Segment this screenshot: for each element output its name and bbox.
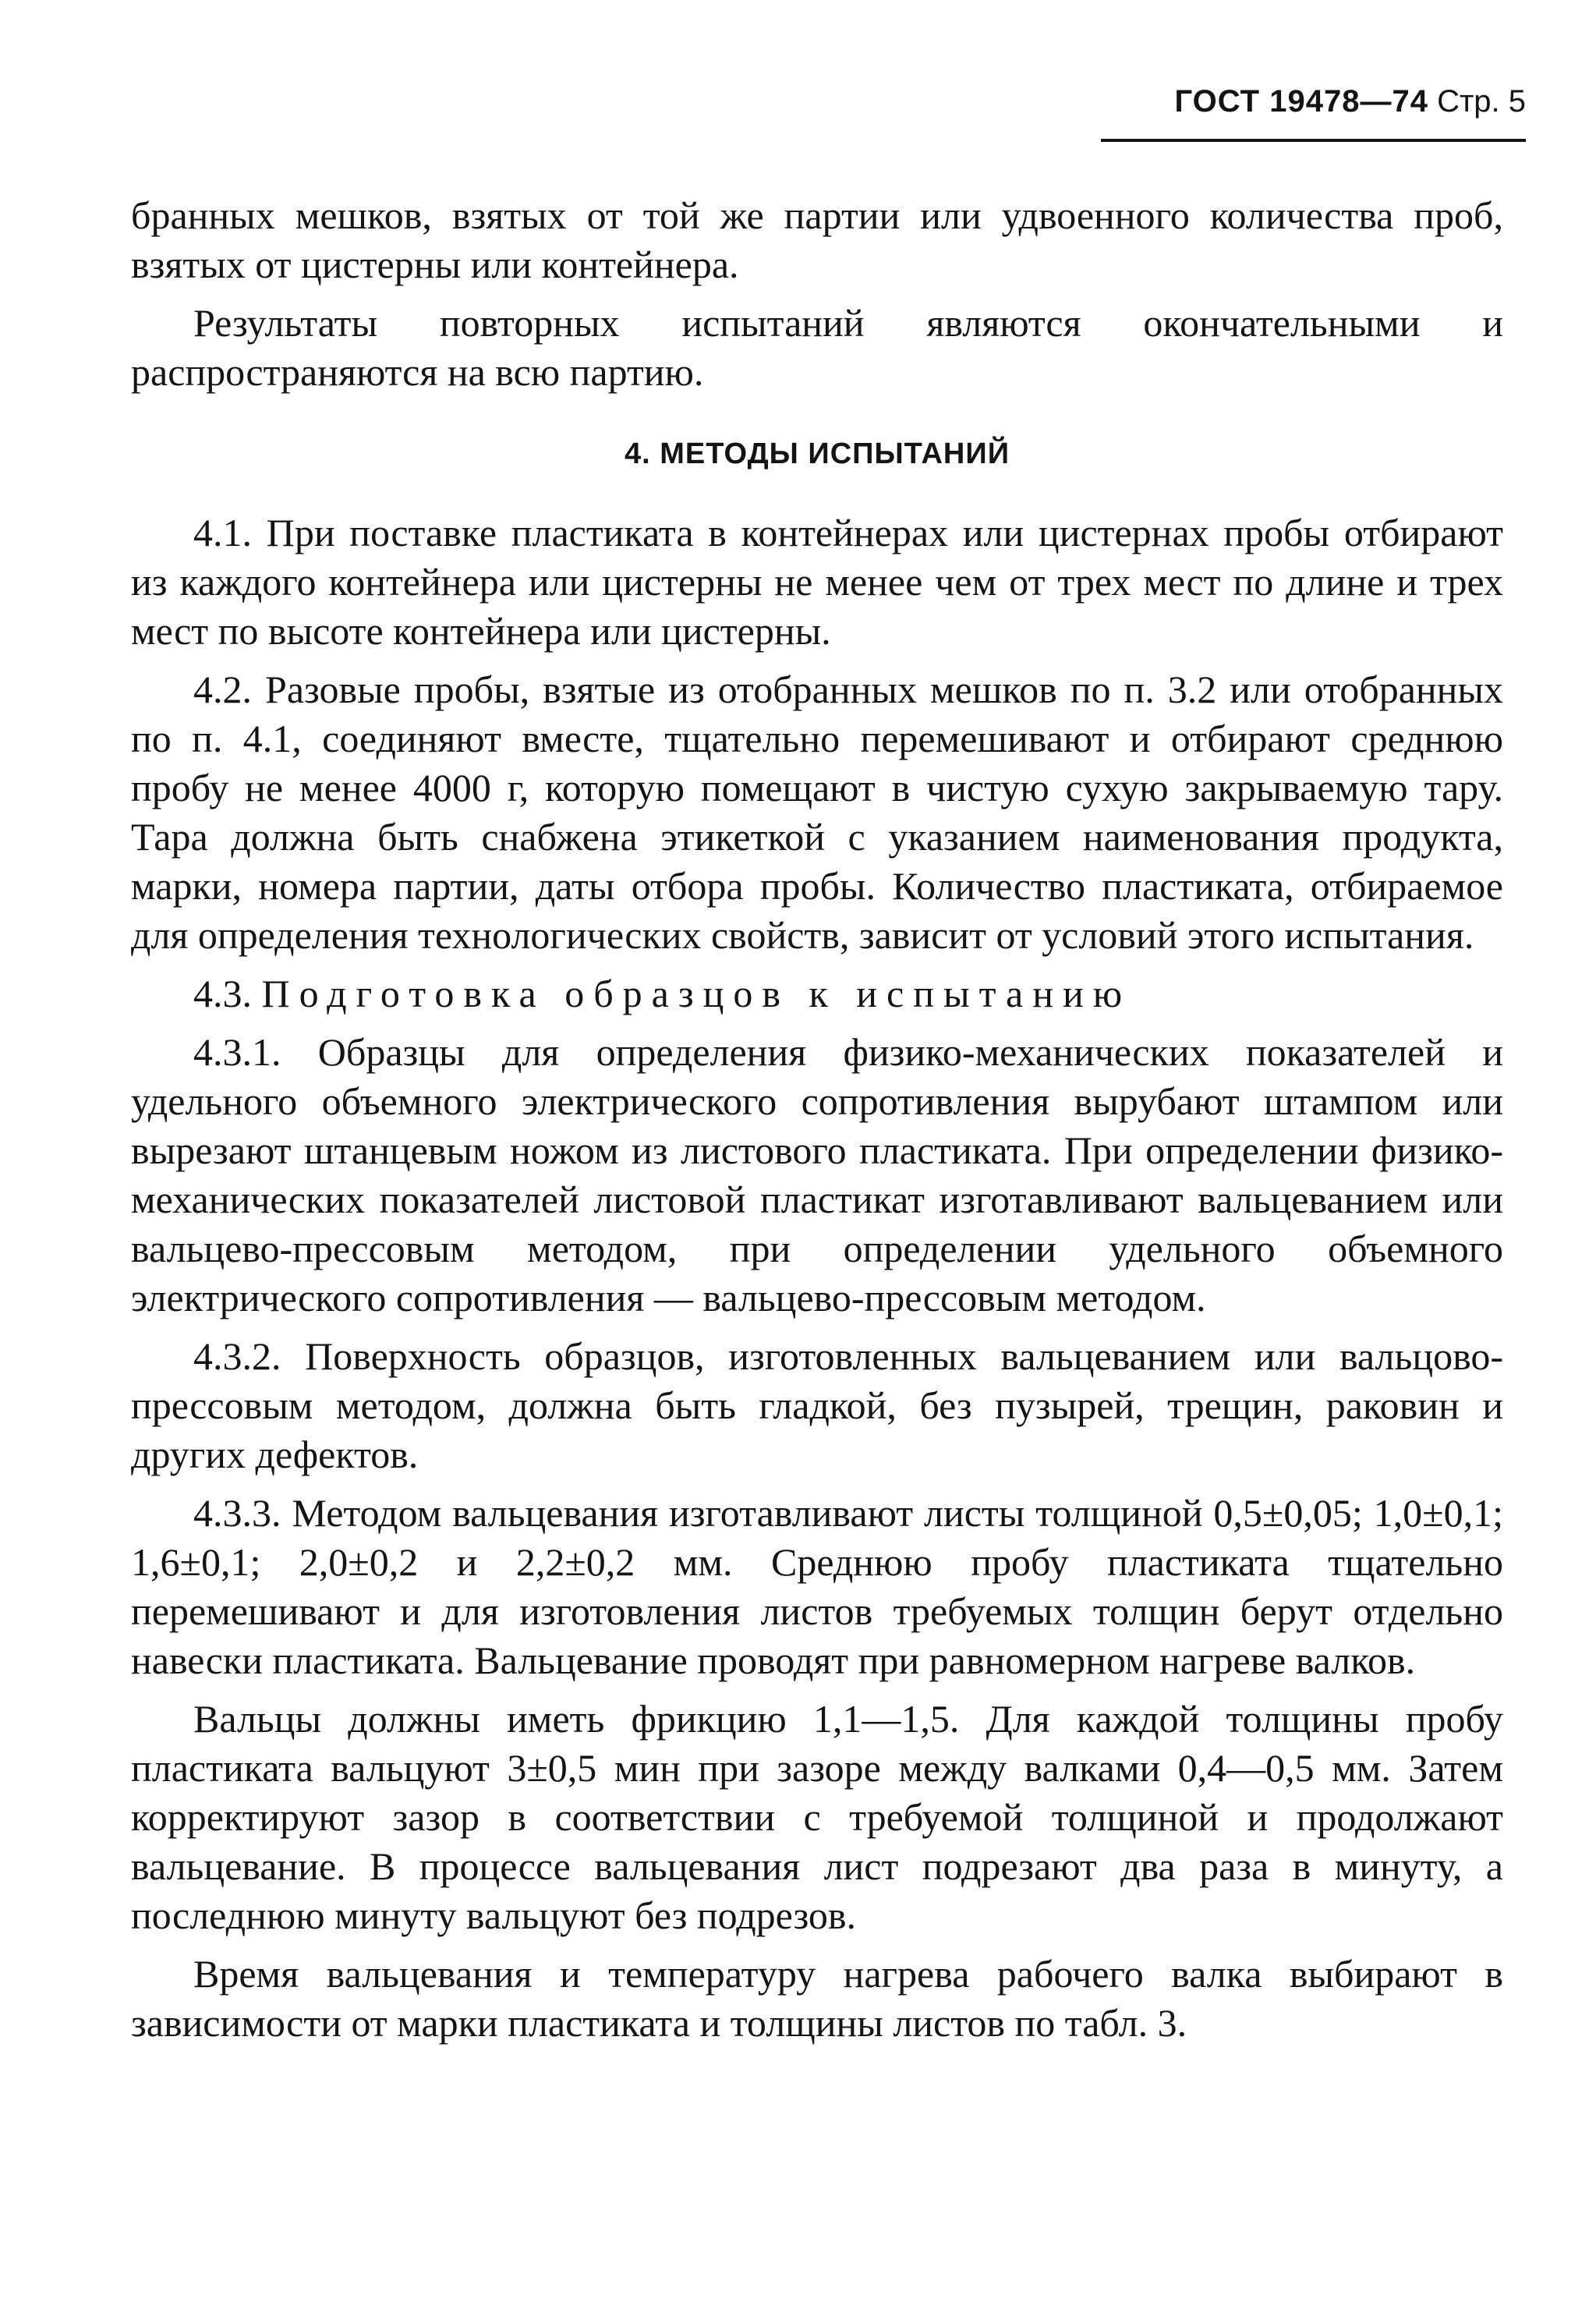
paragraph-rolls: Вальцы должны иметь фрикцию 1,1—1,5. Для каждой толщины пробу пластиката вальцуют 3±0,5 мин при зазоре между валками 0,4—0,5 мм. Затем корректируют зазор в соответствии с требуемой толщиной и продолжают вальцевание. В процессе вальцевания лист подрезают два раза в минуту, а последнюю минуту вальцуют без подрезов. [131, 1697, 1503, 1937]
paragraph-continuation: бранных мешков, взятых от той же партии или удвоенного количества проб, взятых от цистерны или контейнера. [131, 193, 1503, 286]
paragraph-4-2: 4.2. Разовые пробы, взятые из отобранных мешков по п. 3.2 или отобранных по п. 4.1, соединяют вместе, тщательно перемешивают и отбирают среднюю пробу не менее 4000 г, которую помещают в чистую сухую закрываемую тару. Тара должна быть снабжена этикеткой с указанием наименования продукта, марки, номера партии, даты отбора пробы. Количество пластиката, отбираемое для определения технологических свойств, зависит от условий этого испытания. [131, 668, 1503, 957]
page-header [1175, 84, 1526, 119]
paragraph-4-3-1: 4.3.1. Образцы для определения физико-механических показателей и удельного объемного электрического сопротивления вырубают штампом или вырезают штанцевым ножом из листового пластиката. При определении физико-механических показателей листовой пластикат изготавливают вальцеванием или вальцево-прессовым методом, при определении удельного объемного электрического сопротивления — вальцево-прессовым методом. [131, 1030, 1503, 1319]
section-title: 4. МЕТОДЫ ИСПЫТАНИЙ [625, 437, 1010, 470]
subsection-title: Подготовка образцов к испытанию [261, 972, 1132, 1015]
clause-number: 4.3. [193, 972, 252, 1015]
document-body [131, 191, 1503, 2057]
paragraph-4-3-3: 4.3.3. Методом вальцевания изготавливают листы толщиной 0,5±0,05; 1,0±0,1; 1,6±0,1; 2,0±0,2 и 2,2±0,2 мм. Среднюю пробу пластиката тщательно перемешивают и для изготовления листов требуемых толщин берут отдельно навески пластиката. Вальцевание проводят при равномерном нагреве валков. [131, 1491, 1503, 1682]
paragraph-time: Время вальцевания и температуру нагрева рабочего валка выбирают в зависимости от марки пластиката и толщины листов по табл. 3. [131, 1952, 1503, 2045]
page-number: Стр. 5 [1437, 84, 1526, 119]
standard-number: ГОСТ 19478—74 [1174, 84, 1428, 119]
header-divider [1101, 139, 1526, 142]
paragraph-4-1: 4.1. При поставке пластиката в контейнерах или цистернах пробы отбирают из каждого контейнера или цистерны не менее чем от трех мест по длине и трех мест по высоте контейнера или цистерны. [131, 511, 1503, 653]
paragraph-results: Результаты повторных испытаний являются окончательными и распространяются на всю партию. [131, 301, 1503, 394]
paragraph-4-3-2: 4.3.2. Поверхность образцов, изготовленных вальцеванием или вальцово-прессовым методом, должна быть гладкой, без пузырей, трещин, раковин и других дефектов. [131, 1334, 1503, 1476]
paragraph-4-3 [131, 969, 1503, 1018]
